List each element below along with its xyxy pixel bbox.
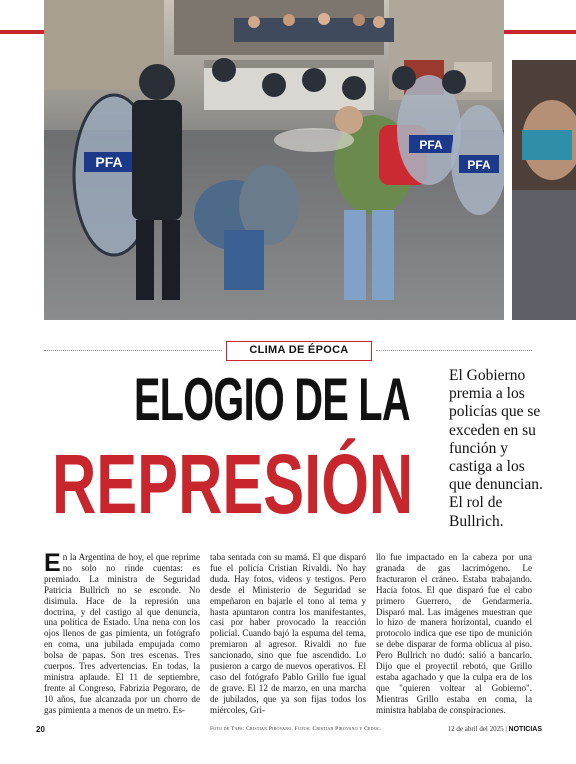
- page-footer: [36, 725, 542, 739]
- body-column-1: [44, 552, 200, 720]
- headline-line1: ELOGIO DE LA: [134, 366, 410, 433]
- tag-rule-right: [376, 350, 532, 351]
- issue-date: 12 de abril del 2025: [447, 725, 504, 733]
- body-column-1-text: n la Argentina de hoy, el que reprime no solo no rinde cuentas: es premiado. La ministra de Seguridad Patricia Bullrich no se esconde. No disimula. Hace de la represión una doctrina, y del castigo al que denuncia, una política de Estado. Una nena con los ojos llenos de gas pimienta, un fotógrafo en coma, una jubilada empujada como bolsa de papas. Son tres escenas. Tres cuerpos. Tres advertencias. En todas, la ministra aplaude. El 11 de septiembre, frente al Congreso, Fabrizia Pegoraro, de 10 años, fue alcanzada por un chorro de gas pimienta a menos de un metro. Es-: [44, 552, 200, 715]
- page-number: 20: [36, 725, 45, 734]
- magazine-name: NOTICIAS: [508, 726, 542, 733]
- issue-info: [448, 725, 542, 733]
- protest-photo: [44, 0, 504, 320]
- body-column-2: [210, 552, 366, 720]
- headline-line2: REPRESIÓN: [52, 437, 414, 531]
- deck: El Gobierno premia a los policías que se exceden en su función y castiga a los que denuncian. El rol de Bullrich.: [449, 367, 543, 530]
- body-column-2-text: taba sentada con su mamá. El que disparó fue el policía Cristian Rivaldi. No hay duda. Hay fotos, videos y testigos. Pero desde el Ministerio de Seguridad se empeñaron en bajarle el tono al tema y hasta apuntaron contra los manifestantes, casi por haber provocado la reacción policial. Cuando bajó la espuma del tema, premiaron al agresor. Rivaldi no fue sancionado, sino que fue ascendido. Lo pusieron a cargo de nuevos operativos. El caso del fotógrafo Pablo Grillo fue igual de grave. El 12 de marzo, en una marcha de jubilados, que ya son fijas todos los miércoles, Gri-: [210, 552, 366, 715]
- shield-label-3: PFA: [467, 158, 491, 172]
- side-photo: [512, 60, 576, 320]
- photo-credits: Foto de Tapa: Cristian Pirovano. Fotos: Cristian Pirovano y Cedoc.: [210, 726, 382, 732]
- issue-separator: |: [503, 725, 509, 733]
- drop-cap: E: [44, 552, 61, 577]
- body-column-3: [376, 552, 532, 720]
- shield-label-2: PFA: [419, 138, 443, 152]
- body-column-3-text: llo fue impactado en la cabeza por una granada de gas lacrimógeno. Le fracturaron el cráneo. Estaba trabajando. Hacía fotos. El que disparó fue el cabo primero Guerrero, de Gendarmería. Disparó mal. Las imágenes muestran que lo hizo de manera horizontal, cuando el protocolo indica que ese tipo de munición se debe disparar de forma oblicua al piso. Pero Bullrich no dudó: salió a bancarlo. Dijo que el proyectil rebotó, que Grillo estaba agachado y que la culpa era de los que "quieren voltear al Gobierno". Mientras Grillo estaba en coma, la ministra hablaba de conspiraciones.: [376, 552, 532, 715]
- section-tag: CLIMA DE ÉPOCA: [226, 341, 372, 361]
- tag-rule-left: [44, 350, 222, 351]
- article-body: [44, 552, 532, 720]
- shield-label: PFA: [95, 154, 123, 170]
